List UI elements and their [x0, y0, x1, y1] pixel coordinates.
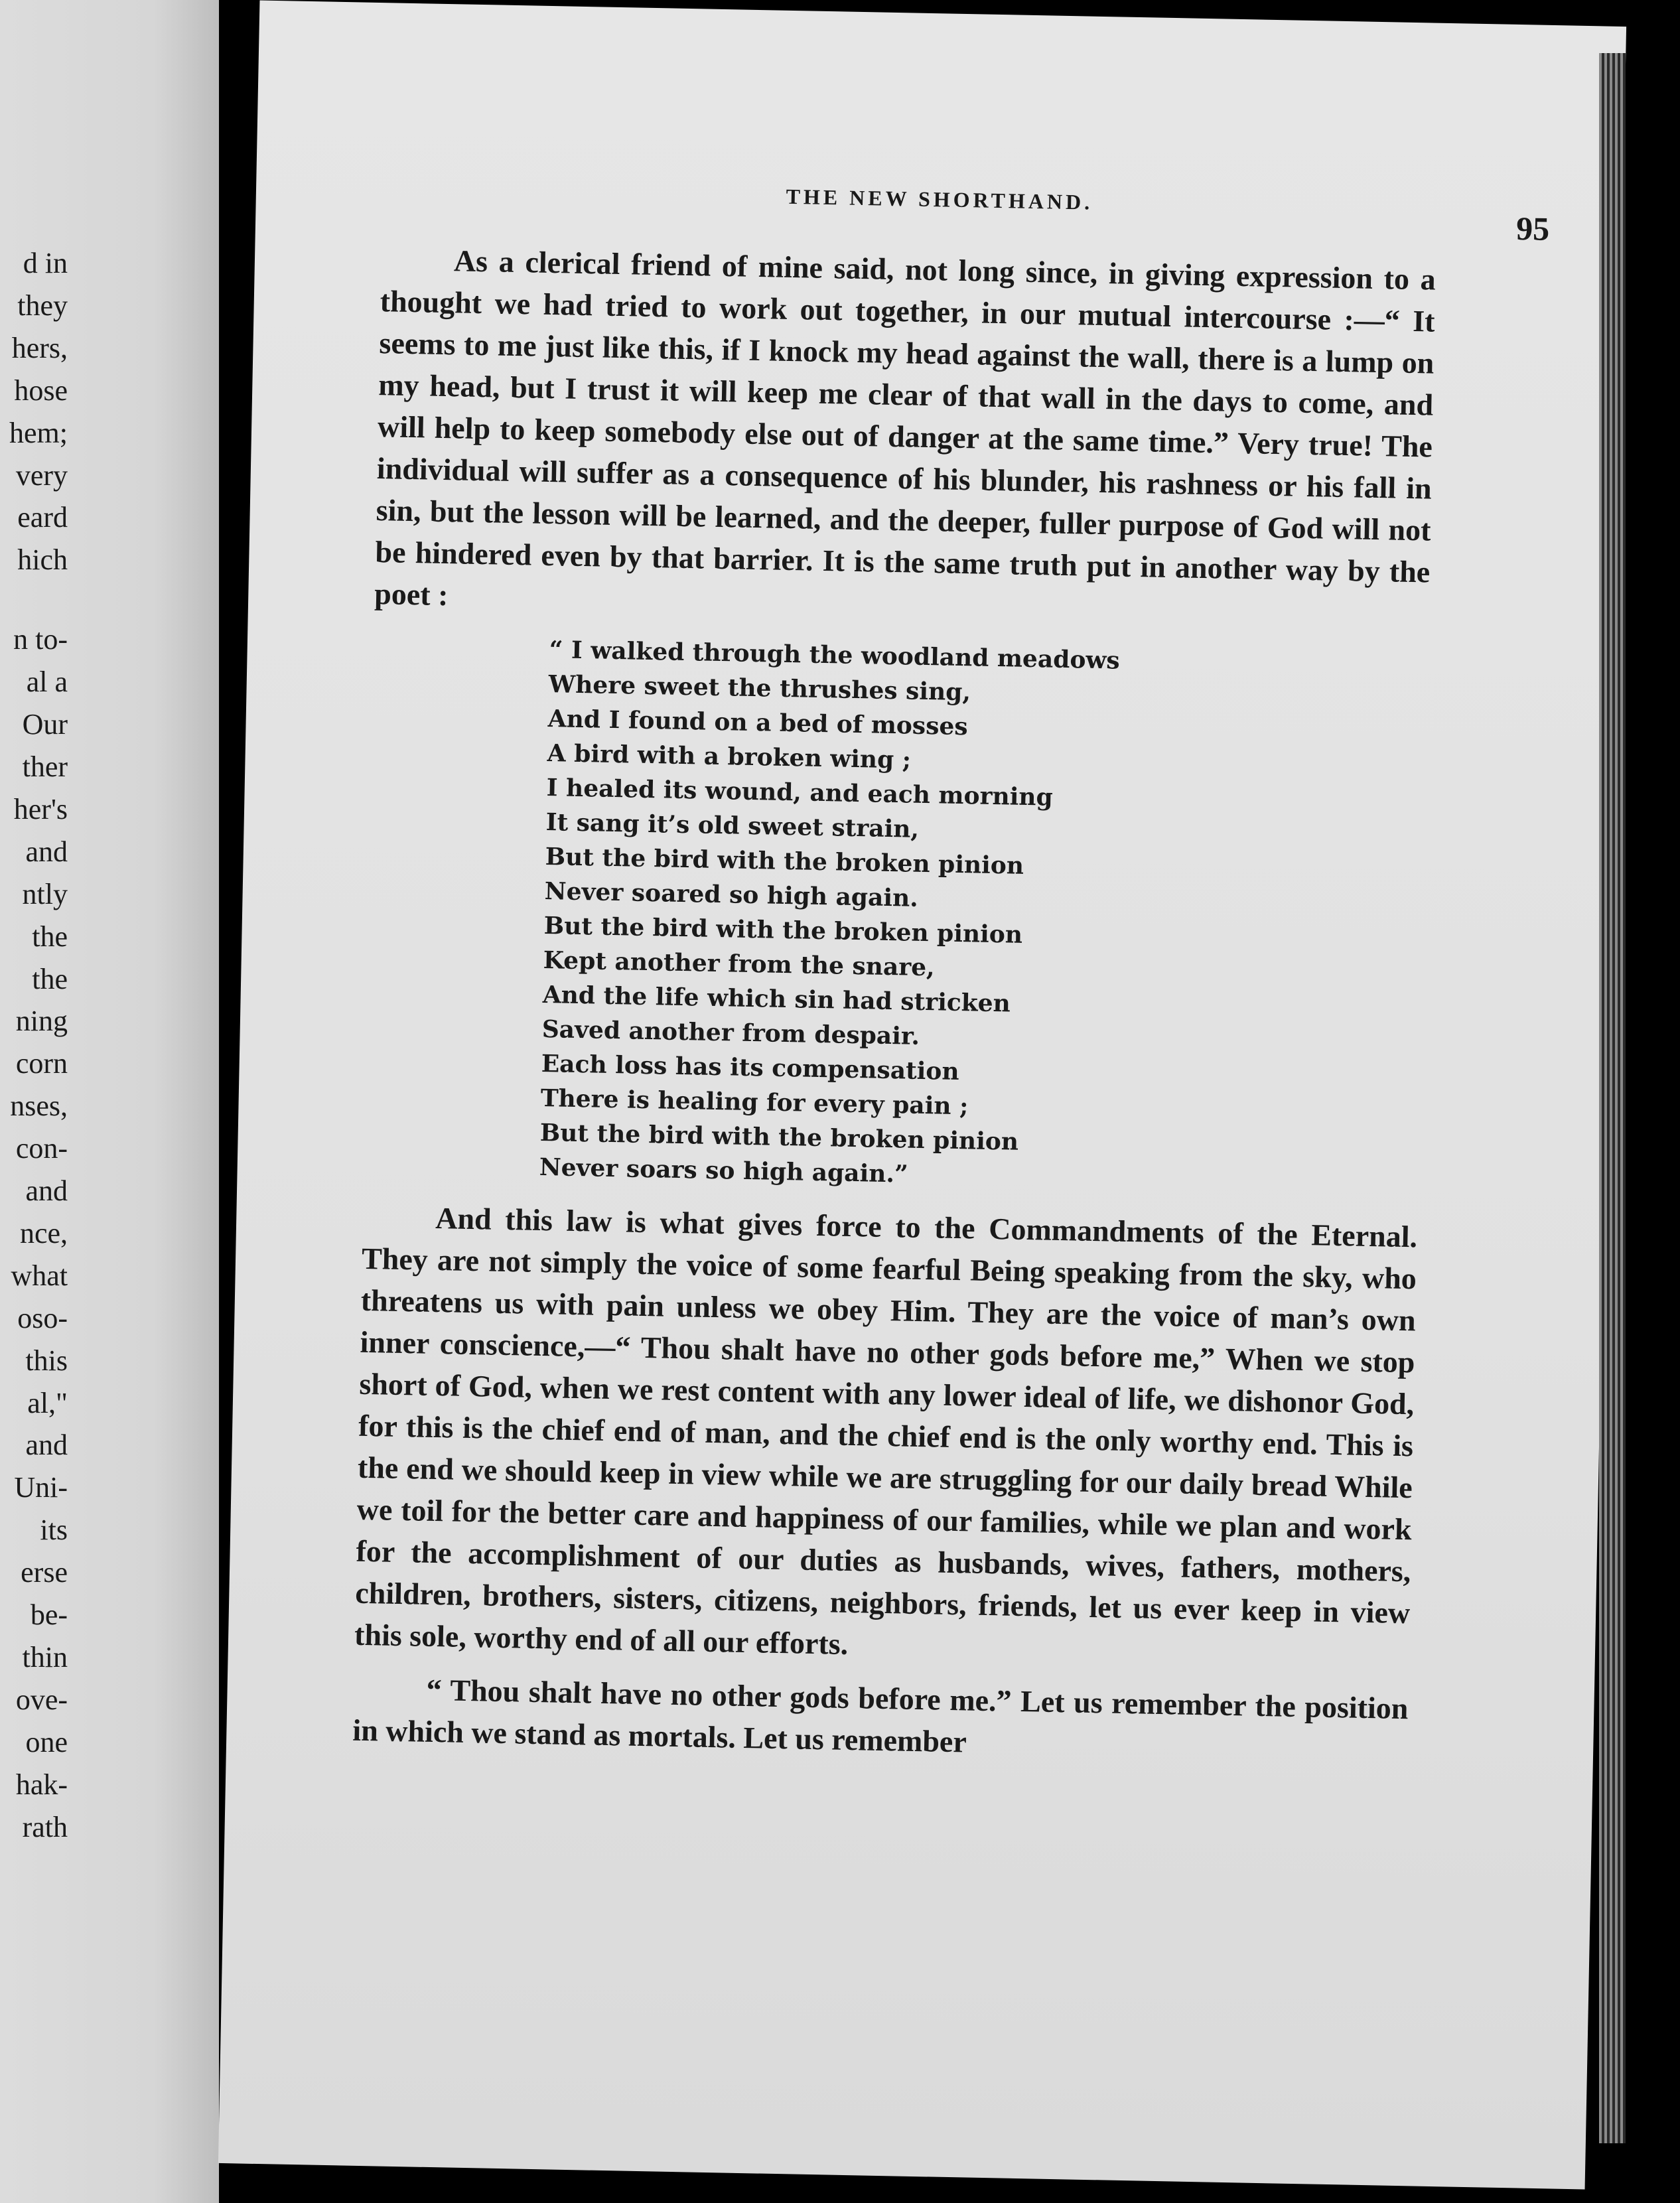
- left-text-fragment: al a: [26, 666, 68, 699]
- left-text-fragment: nses,: [10, 1090, 68, 1123]
- poem-line: Each loss has its compensation: [541, 1049, 960, 1086]
- poem-line: But the bird with the broken pinion: [545, 843, 1024, 880]
- poem-line: But the bird with the broken pinion: [543, 912, 1023, 949]
- paragraph-3: “ Thou shalt have no other gods before me.” Let us remember the position in which we stand as mortals. Let us remember: [352, 1672, 1409, 1759]
- page-number: 95: [1515, 209, 1550, 248]
- poem-line: And the life which sin had stricken: [542, 980, 1011, 1018]
- left-text-fragment: hak-: [15, 1768, 68, 1801]
- left-text-fragment: hose: [14, 374, 68, 407]
- fragment-gap: [0, 581, 68, 618]
- poem-line: Never soared so high again.: [544, 877, 919, 912]
- poem-line: It sang it’s old sweet strain,: [545, 808, 920, 843]
- left-text-fragment: corn: [15, 1047, 68, 1080]
- poem-line: I healed its wound, and each morning: [546, 774, 1054, 812]
- left-text-fragment: the: [32, 962, 68, 995]
- left-text-fragment: ove-: [15, 1683, 68, 1716]
- left-text-fragment: its: [40, 1514, 68, 1547]
- poem-line: “ I walked through the woodland meadows: [549, 636, 1121, 675]
- left-text-fragment: her's: [13, 792, 68, 825]
- left-text-fragment: very: [15, 459, 68, 492]
- page-body: [352, 238, 1436, 1771]
- left-text-fragment: hich: [17, 543, 68, 577]
- left-page-text-fragments: [0, 242, 68, 1849]
- left-text-fragment: and: [25, 1429, 68, 1462]
- left-text-fragment: ther: [22, 750, 68, 783]
- left-text-fragment: Our: [22, 708, 68, 741]
- left-text-fragment: n to-: [13, 623, 68, 656]
- left-text-fragment: ntly: [22, 877, 68, 910]
- left-text-fragment: hers,: [11, 331, 68, 364]
- left-text-fragment: this: [25, 1344, 68, 1377]
- poem-line: But the bird with the broken pinion: [539, 1118, 1019, 1156]
- left-text-fragment: oso-: [17, 1301, 68, 1334]
- left-text-fragment: what: [11, 1259, 68, 1292]
- poem-block: [539, 632, 1429, 1201]
- left-text-fragment: nce,: [19, 1216, 68, 1249]
- left-text-fragment: one: [25, 1725, 68, 1758]
- left-text-fragment: and: [25, 835, 68, 868]
- left-text-fragment: they: [17, 289, 68, 322]
- poem-line: A bird with a broken wing ;: [547, 739, 912, 774]
- running-header: THE NEW SHORTHAND.: [786, 184, 1093, 214]
- left-page: [0, 0, 219, 2203]
- left-text-fragment: be-: [30, 1599, 68, 1632]
- left-text-fragment: ning: [15, 1005, 68, 1038]
- left-text-fragment: d in: [23, 247, 68, 279]
- right-page: [218, 1, 1626, 2190]
- paragraph-2: And this law is what gives force to the Commandments of the Eternal. They are not simply the voice of some fearful Being speaking from the sky, who threatens us with pain unless we obey Him. They are the voice of man’s own inner conscience,—“ Thou shalt have no other gods before me,” When we stop short of God, when we rest content with any lower ideal of life, we dishonor God, for this is the chief end of man, and the chief end is the only worthy end. This is the end we should keep in view while we are struggling for our daily bread While we toil for the better care and happiness of our families, while we plan and work for the accomplishment of our duties as husbands, wives, fathers, mothers, children, brothers, sisters, citizens, neighbors, friends, let us ever keep in view this sole, worthy end of all our efforts.: [354, 1200, 1418, 1662]
- left-text-fragment: thin: [22, 1641, 68, 1673]
- left-text-fragment: eard: [17, 501, 68, 534]
- poem-line: Where sweet the thrushes sing,: [548, 670, 971, 707]
- left-text-fragment: and: [25, 1174, 68, 1208]
- paragraph-1: As a clerical friend of mine said, not long since, in giving expression to a thought we had tried to work out together, in our mutual intercourse :—“ It seems to me just like this, if I knock my head against the wall, there is a lump on my head, but I trust it will keep me clear of that wall in the days to come, and will help to keep somebody else out of danger at the same time.” Very true! The individual will suffer as a consequence of his blunder, his rashness or his fall in sin, but the lesson will be learned, and the deeper, fuller purpose of God will not be hindered even by that barrier. It is the same truth put in another way by the poet :: [374, 244, 1436, 612]
- poem-line: And I found on a bed of mosses: [547, 705, 969, 741]
- left-text-fragment: con-: [15, 1132, 68, 1165]
- page-edges: [1599, 53, 1626, 2143]
- left-text-fragment: the: [32, 920, 68, 953]
- poem-line: Never soars so high again.”: [539, 1153, 909, 1188]
- left-text-fragment: al,": [27, 1386, 68, 1419]
- left-text-fragment: hem;: [9, 416, 68, 449]
- left-text-fragment: erse: [21, 1556, 68, 1589]
- left-text-fragment: Uni-: [14, 1471, 68, 1504]
- poem-line: Saved another from despair.: [541, 1015, 920, 1050]
- poem-line: There is healing for every pain ;: [540, 1084, 969, 1121]
- left-text-fragment: rath: [22, 1810, 68, 1843]
- poem-line: Kept another from the snare,: [543, 946, 936, 982]
